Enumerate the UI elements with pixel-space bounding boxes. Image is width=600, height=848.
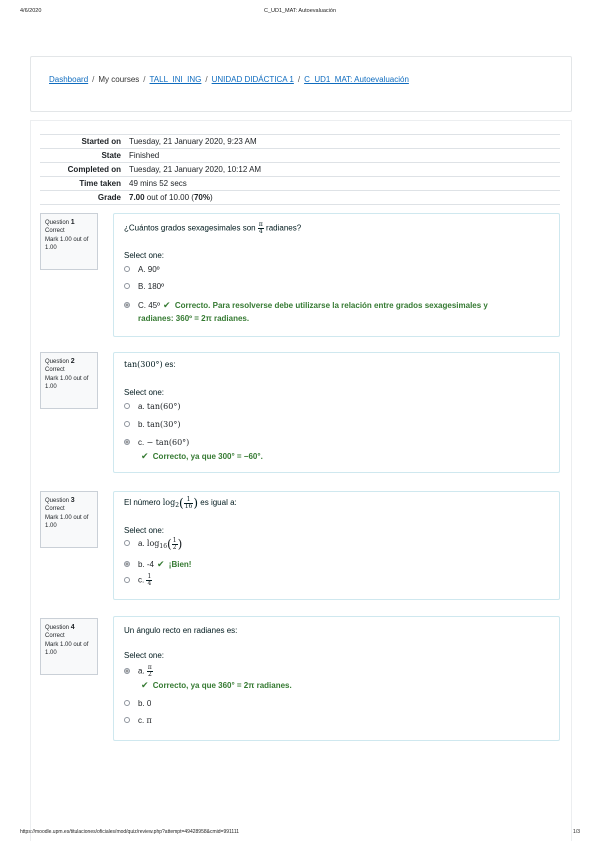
summary-row: Completed on Tuesday, 21 January 2020, 10:12 AM — [40, 163, 560, 177]
question-4-info: Question 4 Correct Mark 1.00 out of 1.00 — [40, 618, 98, 675]
print-date: 4/6/2020 — [20, 8, 42, 14]
question-2-option-a[interactable]: a. tan(60°) — [124, 402, 180, 411]
question-1-feedback: radianes: 360º = 2π radianes. — [138, 314, 250, 323]
breadcrumb-course[interactable]: TALL_INI_ING — [149, 75, 202, 84]
print-url: https://moodle.upm.es/titulaciones/oficiales/mod/quiz/review.php?attempt=49428958&cmid=991111 — [20, 829, 240, 835]
question-2-box: tan(300°) es: Select one: a. tan(60°) b. tan(30°) c. − tan(60°) ✔ Correcto, ya que 300° = −60°. — [113, 352, 560, 473]
question-2-feedback: ✔ Correcto, ya que 300° = −60°. — [141, 451, 263, 461]
question-2-info: Question 2 Correct Mark 1.00 out of 1.00 — [40, 352, 98, 409]
breadcrumb-dashboard[interactable]: Dashboard — [49, 75, 89, 84]
question-4-feedback: ✔ Correcto, ya que 360° = 2π radianes. — [141, 680, 292, 690]
summary-row: Time taken 49 mins 52 secs — [40, 177, 560, 191]
question-1-option-a[interactable]: A. 90º — [124, 265, 160, 274]
print-title: C_UD1_MAT: Autoevaluación — [263, 8, 337, 14]
question-3-option-c[interactable]: c. $\frac{1}{4}$ — [124, 574, 152, 587]
question-1-option-b[interactable]: B. 180º — [124, 282, 164, 291]
question-3-text: El número $\log_2$( $\frac{1}{16}$ ) es igual a: — [124, 495, 237, 510]
question-4-option-b[interactable]: b. 0 — [124, 699, 151, 708]
breadcrumb: Dashboard / My courses / TALL_INI_ING / UNIDAD DIDÁCTICA 1 / C_UD1_MAT: Autoevaluación — [49, 75, 409, 84]
summary-row: Started on Tuesday, 21 January 2020, 9:23 AM — [40, 135, 560, 149]
question-1-info: Question 1 Correct Mark 1.00 out of 1.00 — [40, 213, 98, 270]
question-1-text: ¿Cuántos grados sexagesimales son $\frac{\pi}{4}$ radianes? — [124, 221, 302, 235]
question-4-box: Un ángulo recto en radianes es: Select one: a. $\frac{\pi}{2}$ ✔ Correcto, ya que 360° = 2π radianes. b. 0 c. π — [113, 616, 560, 741]
question-3-box: El número $\log_2$( $\frac{1}{16}$ ) es igual a: Select one: a. $\log_{16}$( $\frac{1}{2}$ ) b. -4 ✔ ¡Bien! c. $\frac{1}{4}$ — [113, 491, 560, 600]
check-icon: ✔ — [141, 451, 149, 461]
question-4-text: Un ángulo recto en radianes es: — [124, 626, 238, 635]
check-icon: ✔ — [163, 300, 171, 310]
check-icon: ✔ — [141, 680, 149, 690]
question-4-option-a[interactable]: a. $\frac{\pi}{2}$ — [124, 665, 153, 678]
question-3-info: Question 3 Correct Mark 1.00 out of 1.00 — [40, 491, 98, 548]
breadcrumb-card — [30, 56, 572, 112]
breadcrumb-my-courses: My courses — [98, 75, 140, 84]
breadcrumb-unit[interactable]: UNIDAD DIDÁCTICA 1 — [211, 75, 294, 84]
attempt-summary — [40, 134, 560, 205]
question-2-option-b[interactable]: b. tan(30°) — [124, 420, 180, 429]
print-page-number: 1/3 — [573, 829, 580, 835]
summary-row: Grade 7.00 out of 10.00 (70%) — [40, 191, 560, 205]
question-1-option-c[interactable]: C. 45º ✔ Correcto. Para resolverse debe utilizarse la relación entre grados sexagesimales y — [124, 300, 488, 311]
question-3-option-a[interactable]: a. $\log_{16}$( $\frac{1}{2}$ ) — [124, 537, 182, 551]
question-2-text: tan(300°) es: — [124, 360, 176, 369]
breadcrumb-quiz[interactable]: C_UD1_MAT: Autoevaluación — [304, 75, 409, 84]
check-icon: ✔ — [157, 559, 165, 569]
question-1-box: ¿Cuántos grados sexagesimales son $\frac{\pi}{4}$ radianes? Select one: A. 90º B. 180º C. 45º ✔ Correcto. Para resolverse debe utilizarse la relación entre grados sexagesimales y radianes: 360º = 2π radianes. — [113, 213, 560, 337]
summary-row: State Finished — [40, 149, 560, 163]
question-3-option-b[interactable]: b. -4 ✔ ¡Bien! — [124, 559, 191, 570]
question-4-option-c[interactable]: c. π — [124, 716, 152, 725]
question-2-option-c[interactable]: c. − tan(60°) — [124, 438, 189, 447]
